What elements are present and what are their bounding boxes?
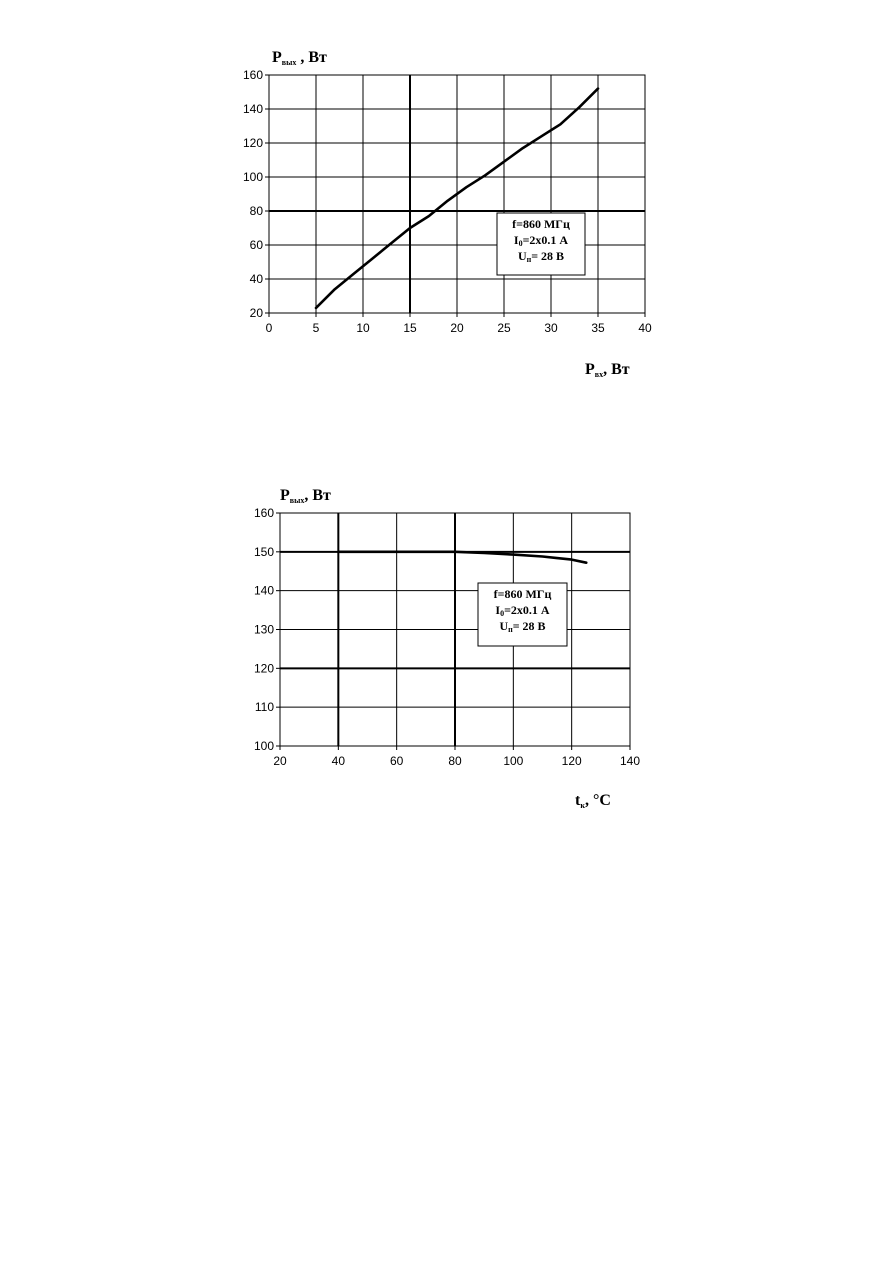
y-tick-label: 130 [253,622,274,637]
x-axis-label [575,792,611,810]
y-tick-label: 80 [249,204,263,218]
legend-voltage-value: = 28 В [531,249,565,263]
series-line [338,552,586,563]
x-tick-label: 35 [591,321,605,335]
y-tick-label: 100 [253,739,274,753]
y-axis-label-unit: , Вт [296,49,327,66]
x-tick-label: 80 [448,754,462,768]
x-tick-label: 100 [503,754,524,768]
y-axis-label [280,487,331,505]
x-axis-label-sub: вх [594,370,604,379]
x-tick-label: 120 [561,754,582,768]
legend-frequency-value: =860 МГц [516,217,570,231]
x-axis-label [585,361,630,379]
x-tick-label: 40 [638,321,652,335]
y-axis-label-main: P [280,487,290,504]
legend-current-symbol: I [495,603,501,617]
x-axis-label-main: P [585,361,595,378]
legend-current-value: =2х0.1 А [504,603,550,617]
x-axis-label-unit: , Вт [603,361,630,378]
y-tick-label: 140 [242,102,263,116]
x-axis-label-main: t [575,792,581,809]
y-tick-label: 140 [253,583,274,598]
y-tick-label: 110 [254,700,274,715]
legend-voltage-sub: п [526,255,532,264]
legend-current-symbol: I [513,233,519,247]
y-axis-label-sub: вых [289,496,305,505]
x-tick-label: 30 [544,321,558,335]
y-tick-label: 20 [249,306,263,320]
legend-current [495,603,550,618]
legend-frequency-symbol: f [512,217,517,231]
y-axis-label-unit: , Вт [304,487,331,504]
x-axis-label-sub: к [580,801,585,810]
legend-frequency [512,217,570,231]
x-tick-label: 0 [265,321,273,335]
y-tick-label: 160 [242,68,263,82]
legend-voltage-sub: п [508,625,513,634]
x-tick-label: 60 [389,754,404,768]
legend-current-sub: 0 [518,239,523,248]
legend-box [478,583,567,646]
legend-current [514,233,569,248]
y-axis-label-sub: вых [281,58,297,67]
chart-power-vs-input [243,49,652,379]
legend-voltage [518,249,564,264]
x-tick-label: 40 [331,754,346,768]
legend-frequency [494,587,552,601]
x-tick-label: 25 [497,321,511,335]
y-tick-label: 160 [253,506,274,520]
x-axis-label-unit: , °С [584,792,611,809]
legend-current-value: =2х0.1 А [522,233,569,247]
x-tick-label: 15 [403,321,417,335]
y-tick-label: 120 [253,661,274,676]
legend-voltage-value: = 28 В [512,619,546,633]
legend-voltage-symbol: U [517,249,527,263]
y-tick-label: 100 [242,170,263,184]
y-tick-label: 150 [253,544,274,559]
legend-frequency-symbol: f [493,587,498,601]
y-tick-label: 60 [249,238,263,252]
x-tick-label: 20 [273,754,287,768]
legend-voltage-symbol: U [499,619,509,633]
x-tick-label: 20 [450,321,464,335]
x-tick-label: 5 [312,321,320,335]
x-tick-label: 10 [356,321,370,335]
legend-box [497,213,585,275]
y-tick-label: 120 [242,136,263,150]
x-tick-label: 140 [619,754,641,768]
legend-voltage [499,619,545,634]
legend-current-sub: 0 [500,609,505,618]
y-axis-label-main: P [272,49,282,66]
chart-power-vs-temperature [254,487,640,810]
y-axis-label [272,49,327,67]
y-tick-label: 40 [249,272,263,286]
legend-frequency-value: =860 МГц [497,587,552,601]
